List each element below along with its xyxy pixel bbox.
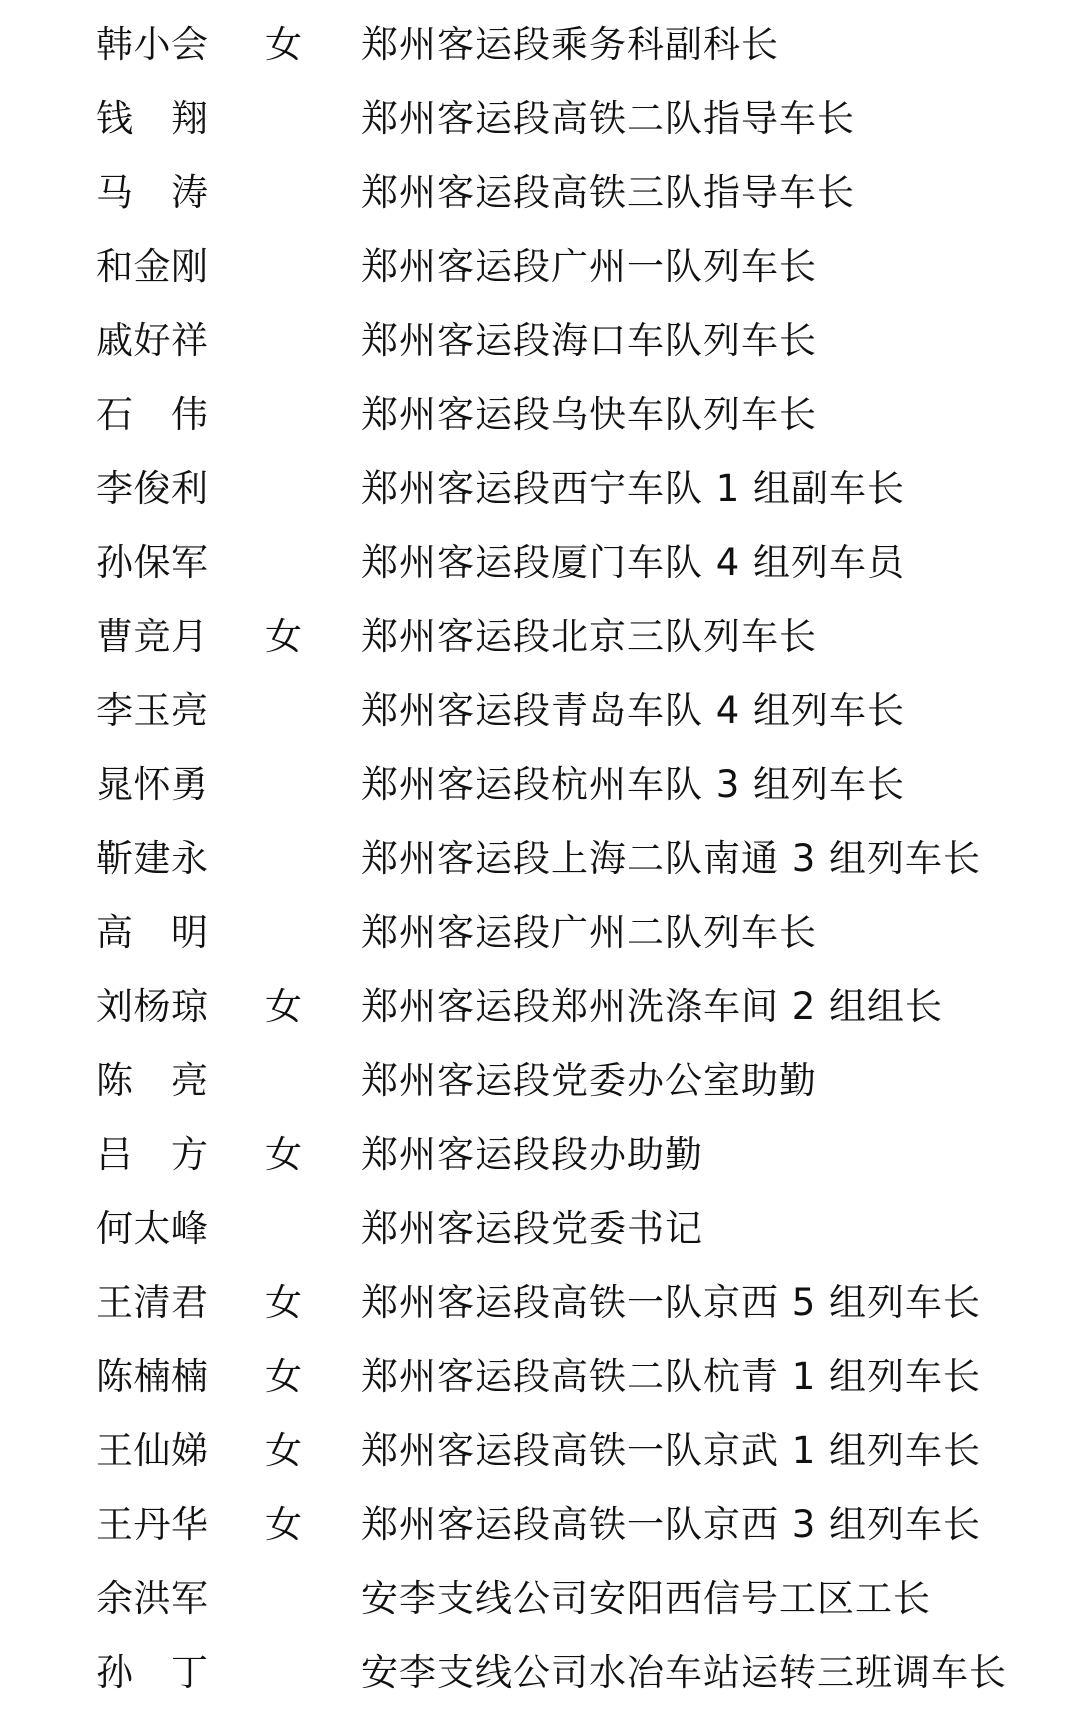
person-name: 王仙娣	[96, 1429, 208, 1472]
roster-row	[0, 1336, 1080, 1410]
person-gender: 女	[265, 1503, 302, 1546]
person-name: 曹竞月	[96, 615, 208, 658]
person-name: 陈 亮	[96, 1059, 208, 1102]
person-name: 刘杨琼	[96, 985, 208, 1028]
roster-row	[0, 1558, 1080, 1632]
person-unit-title: 郑州客运段高铁一队京武 1 组列车长	[361, 1429, 982, 1472]
person-name: 李玉亮	[96, 689, 208, 732]
person-unit-title: 郑州客运段郑州洗涤车间 2 组组长	[361, 985, 944, 1028]
person-unit-title: 郑州客运段高铁一队京西 3 组列车长	[361, 1503, 982, 1546]
person-name: 孙保军	[96, 541, 208, 584]
person-unit-title: 郑州客运段高铁一队京西 5 组列车长	[361, 1281, 982, 1324]
roster-row	[0, 1188, 1080, 1262]
person-name: 高 明	[96, 911, 208, 954]
roster-row	[0, 1632, 1080, 1706]
person-unit-title: 安李支线公司水冶车站运转三班调车长	[361, 1651, 1007, 1694]
roster-row	[0, 818, 1080, 892]
person-gender: 女	[265, 615, 302, 658]
person-unit-title: 郑州客运段广州二队列车长	[361, 911, 817, 954]
person-unit-title: 郑州客运段海口车队列车长	[361, 319, 817, 362]
roster-row	[0, 1040, 1080, 1114]
person-name: 晁怀勇	[96, 763, 208, 806]
roster-row	[0, 448, 1080, 522]
person-unit-title: 郑州客运段高铁二队杭青 1 组列车长	[361, 1355, 982, 1398]
person-name: 李俊利	[96, 467, 208, 510]
person-unit-title: 郑州客运段党委办公室助勤	[361, 1059, 817, 1102]
person-gender: 女	[265, 23, 302, 66]
person-unit-title: 郑州客运段高铁三队指导车长	[361, 171, 855, 214]
person-unit-title: 郑州客运段乘务科副科长	[361, 23, 779, 66]
person-unit-title: 郑州客运段厦门车队 4 组列车员	[361, 541, 906, 584]
person-unit-title: 郑州客运段西宁车队 1 组副车长	[361, 467, 906, 510]
person-name: 何太峰	[96, 1207, 208, 1250]
person-name: 王清君	[96, 1281, 208, 1324]
roster-row	[0, 1262, 1080, 1336]
person-unit-title: 郑州客运段青岛车队 4 组列车长	[361, 689, 906, 732]
person-gender: 女	[265, 985, 302, 1028]
roster-row	[0, 892, 1080, 966]
person-gender: 女	[265, 1429, 302, 1472]
roster-row	[0, 1114, 1080, 1188]
person-name: 钱 翔	[96, 97, 208, 140]
roster-row	[0, 226, 1080, 300]
person-unit-title: 郑州客运段党委书记	[361, 1207, 703, 1250]
person-unit-title: 郑州客运段上海二队南通 3 组列车长	[361, 837, 982, 880]
roster-row	[0, 1410, 1080, 1484]
roster-row	[0, 966, 1080, 1040]
person-gender: 女	[265, 1355, 302, 1398]
person-name: 靳建永	[96, 837, 208, 880]
person-name: 孙 丁	[96, 1651, 208, 1694]
roster-row	[0, 152, 1080, 226]
person-gender: 女	[265, 1133, 302, 1176]
person-unit-title: 安李支线公司安阳西信号工区工长	[361, 1577, 931, 1620]
roster-row	[0, 744, 1080, 818]
roster-row	[0, 596, 1080, 670]
person-unit-title: 郑州客运段广州一队列车长	[361, 245, 817, 288]
person-name: 吕 方	[96, 1133, 208, 1176]
person-name: 余洪军	[96, 1577, 208, 1620]
roster-row	[0, 670, 1080, 744]
person-unit-title: 郑州客运段段办助勤	[361, 1133, 703, 1176]
person-name: 王丹华	[96, 1503, 208, 1546]
person-name: 韩小会	[96, 23, 208, 66]
person-gender: 女	[265, 1281, 302, 1324]
roster-row	[0, 4, 1080, 78]
person-unit-title: 郑州客运段乌快车队列车长	[361, 393, 817, 436]
roster-row	[0, 1484, 1080, 1558]
person-unit-title: 郑州客运段北京三队列车长	[361, 615, 817, 658]
person-name: 和金刚	[96, 245, 208, 288]
person-name: 陈楠楠	[96, 1355, 208, 1398]
person-name: 戚好祥	[96, 319, 208, 362]
roster-row	[0, 522, 1080, 596]
person-name: 马 涛	[96, 171, 208, 214]
roster-row	[0, 374, 1080, 448]
person-unit-title: 郑州客运段杭州车队 3 组列车长	[361, 763, 906, 806]
person-name: 石 伟	[96, 393, 208, 436]
person-unit-title: 郑州客运段高铁二队指导车长	[361, 97, 855, 140]
roster-row	[0, 300, 1080, 374]
roster-row	[0, 78, 1080, 152]
